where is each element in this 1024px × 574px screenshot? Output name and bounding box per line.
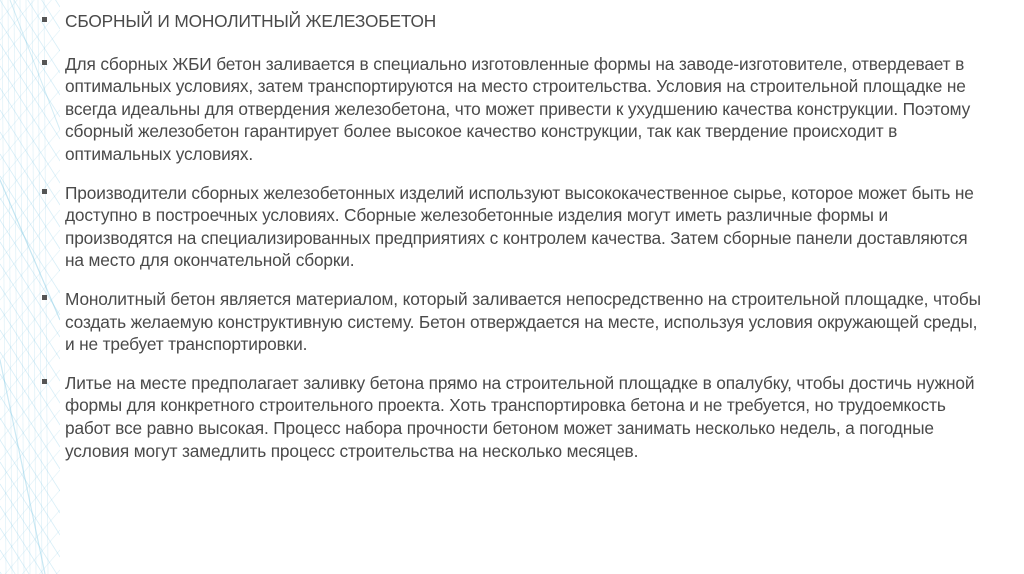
bullet-item: [34, 53, 984, 166]
square-bullet-icon: [42, 295, 47, 300]
bullet-item: [34, 288, 984, 356]
bullet-text: Для сборных ЖБИ бетон заливается в специально изготовленные формы на заводе-изготовителе, отвердевает в оптимальных условиях, затем транспортируются на место строительства. Условия на строительной площадке не всегда идеальны для отвердения железобетона, что может привести к ухудшению качества конструкции. Поэтому сборный железобетон гарантирует более высокое качество конструкции, так как твердение происходит в оптимальных условиях.: [65, 53, 971, 164]
bullet-text: Литье на месте предполагает заливку бетона прямо на строительной площадке в опалубку, чтобы достичь нужной формы для конкретного строительного проекта. Хоть транспортировка бетона и не требуется, но трудоемкость работ все равно высокая. Процесс набора прочности бетоном может занимать несколько недель, а погодные условия могут замедлить процесс строительства на несколько месяцев.: [65, 372, 975, 461]
bullet-item: [34, 182, 984, 272]
bullet-item-heading: [34, 10, 984, 33]
bullet-item: [34, 372, 984, 462]
square-bullet-icon: [42, 379, 47, 384]
slide-heading: СБОРНЫЙ И МОНОЛИТНЫЙ ЖЕЛЕЗОБЕТОН: [65, 11, 437, 31]
square-bullet-icon: [42, 60, 47, 65]
slide-content: [34, 10, 984, 478]
square-bullet-icon: [42, 17, 47, 22]
square-bullet-icon: [42, 189, 47, 194]
wireframe-line: [20, 0, 24, 574]
bullet-text: Монолитный бетон является материалом, который заливается непосредственно на строительной площадке, чтобы создать желаемую конструктивную систему. Бетон отверждается на месте, используя условия окружающей среды, и не требует транспортировки.: [65, 288, 981, 355]
bullet-text: Производители сборных железобетонных изделий используют высококачественное сырье, которое может быть не доступно в построечных условиях. Сборные железобетонные изделия могут иметь различные формы и производятся на специализированных предприятиях с контролем качества. Затем сборные панели доставляются на место для окончательной сборки.: [65, 182, 974, 271]
